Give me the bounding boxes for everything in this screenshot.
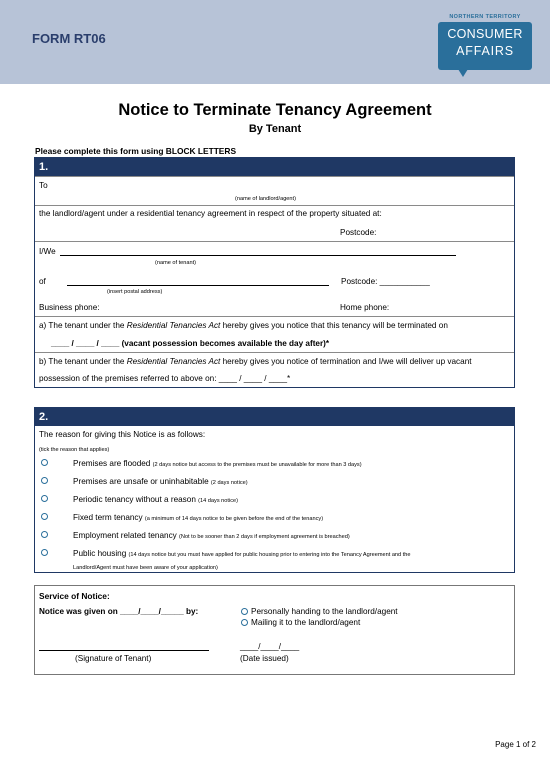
landlord-text: the landlord/agent under a residential tenancy agreement in respect of the property situated at:	[39, 209, 382, 218]
signature-field[interactable]	[39, 650, 209, 651]
of-label: of	[39, 277, 46, 286]
reason-employment	[73, 531, 350, 540]
consumer-affairs-logo	[438, 14, 532, 70]
reason-note: (14 days notice)	[198, 498, 238, 504]
logo-top-text: NORTHERN TERRITORY	[449, 14, 521, 20]
property-row	[35, 205, 514, 241]
logo-line2: AFFAIRS	[456, 44, 514, 58]
to-row	[35, 176, 514, 205]
reason-label: Public housing	[73, 549, 127, 558]
reason-note: (a minimum of 14 days notice to be given before the end of the tenancy)	[144, 516, 324, 522]
option-b-act: Residential Tenancies Act	[126, 357, 221, 366]
logo-box	[438, 22, 532, 70]
reason-unsafe	[73, 477, 248, 486]
tick-hint: (tick the reason that applies)	[39, 447, 110, 453]
reason-periodic	[73, 495, 238, 504]
postcode-label-2: Postcode: ___________	[341, 277, 430, 286]
reason-radio-flooded[interactable]	[41, 459, 48, 466]
to-hint: (name of landlord/agent)	[235, 196, 296, 202]
tenant-hint: (name of tenant)	[155, 260, 197, 266]
reason-intro: The reason for giving this Notice is as follows:	[39, 430, 206, 439]
section-2	[34, 407, 515, 573]
service-opt-personal: Personally handing to the landlord/agent	[251, 607, 398, 616]
reason-note: (2 days notice)	[210, 480, 248, 486]
reason-label: Fixed term tenancy	[73, 513, 143, 522]
reason-radio-employment[interactable]	[41, 531, 48, 538]
home-phone-label: Home phone:	[340, 303, 390, 312]
option-b-prefix: b) The tenant under the	[39, 357, 127, 366]
instruction-text: Please complete this form using BLOCK LETTERS	[35, 146, 237, 156]
reason-note: (2 days notice but access to the premises must be unavailable for more than 3 days)	[152, 462, 362, 468]
option-b-text	[39, 357, 472, 366]
date-issued-label: (Date issued)	[240, 654, 289, 663]
speech-tail-icon	[458, 69, 468, 77]
reason-radio-periodic[interactable]	[41, 495, 48, 502]
section-1	[34, 157, 515, 388]
reason-fixed-term	[73, 513, 323, 522]
option-a-prefix: a) The tenant under the	[39, 321, 127, 330]
option-b-row	[35, 352, 514, 387]
postal-address-field[interactable]	[67, 285, 329, 286]
postcode-label: Postcode:	[340, 228, 377, 237]
option-a-act: Residential Tenancies Act	[126, 321, 221, 330]
reason-note: (Not to be sooner than 2 days if employment agreement is breached)	[179, 534, 350, 540]
public-housing-cont: Landlord/Agent must have been aware of your application)	[73, 565, 218, 571]
page-subtitle: By Tenant	[248, 123, 302, 135]
reason-label: Periodic tenancy without a reason	[73, 495, 196, 504]
section-1-heading: 1.	[35, 158, 514, 176]
section-2-heading: 2.	[35, 408, 514, 426]
business-phone-label: Business phone:	[39, 303, 100, 312]
date-issued-field[interactable]: ____/____/____	[240, 642, 300, 651]
reason-label: Premises are flooded	[73, 459, 151, 468]
option-a-date: ____ / ____ / ____ (vacant possession becomes available the day after)*	[51, 339, 330, 348]
service-of-notice	[34, 585, 515, 675]
option-a-text	[39, 321, 448, 330]
tenant-name-field[interactable]	[60, 255, 456, 256]
reason-block	[35, 426, 514, 572]
reason-flooded	[73, 459, 362, 468]
reason-label: Premises are unsafe or uninhabitable	[73, 477, 209, 486]
header-band	[0, 0, 550, 84]
service-radio-personal[interactable]	[241, 608, 248, 615]
service-opt-mail: Mailing it to the landlord/agent	[251, 618, 361, 627]
logo-line1: CONSUMER	[447, 27, 523, 41]
option-a-row	[35, 316, 514, 352]
option-a-suffix: hereby gives you notice that this tenancy will be terminated on	[220, 321, 448, 330]
page-number: Page 1 of 2	[495, 740, 536, 749]
service-given-text: Notice was given on ____/____/_____ by:	[39, 607, 199, 616]
to-label: To	[39, 181, 48, 190]
reason-public-housing	[73, 549, 411, 558]
option-b-date: possession of the premises referred to above on: ____ / ____ / ____*	[39, 374, 291, 383]
reason-radio-unsafe[interactable]	[41, 477, 48, 484]
form-code: FORM RT06	[32, 31, 106, 46]
address-hint: (insert postal address)	[107, 289, 163, 295]
iwe-label: I/We	[39, 247, 56, 256]
reason-note: (14 days notice but you must have applied for public housing prior to entering into the Tenancy Agreement and the	[128, 552, 411, 558]
phone-row	[35, 289, 514, 316]
option-b-suffix: hereby gives you notice of termination and I/we will deliver up vacant	[220, 357, 472, 366]
reason-radio-fixed-term[interactable]	[41, 513, 48, 520]
signature-label: (Signature of Tenant)	[75, 654, 152, 663]
service-heading: Service of Notice:	[39, 591, 110, 601]
reason-label: Employment related tenancy	[73, 531, 177, 540]
service-radio-mail[interactable]	[241, 619, 248, 626]
page-title: Notice to Terminate Tenancy Agreement	[118, 101, 432, 119]
reason-radio-public-housing[interactable]	[41, 549, 48, 556]
